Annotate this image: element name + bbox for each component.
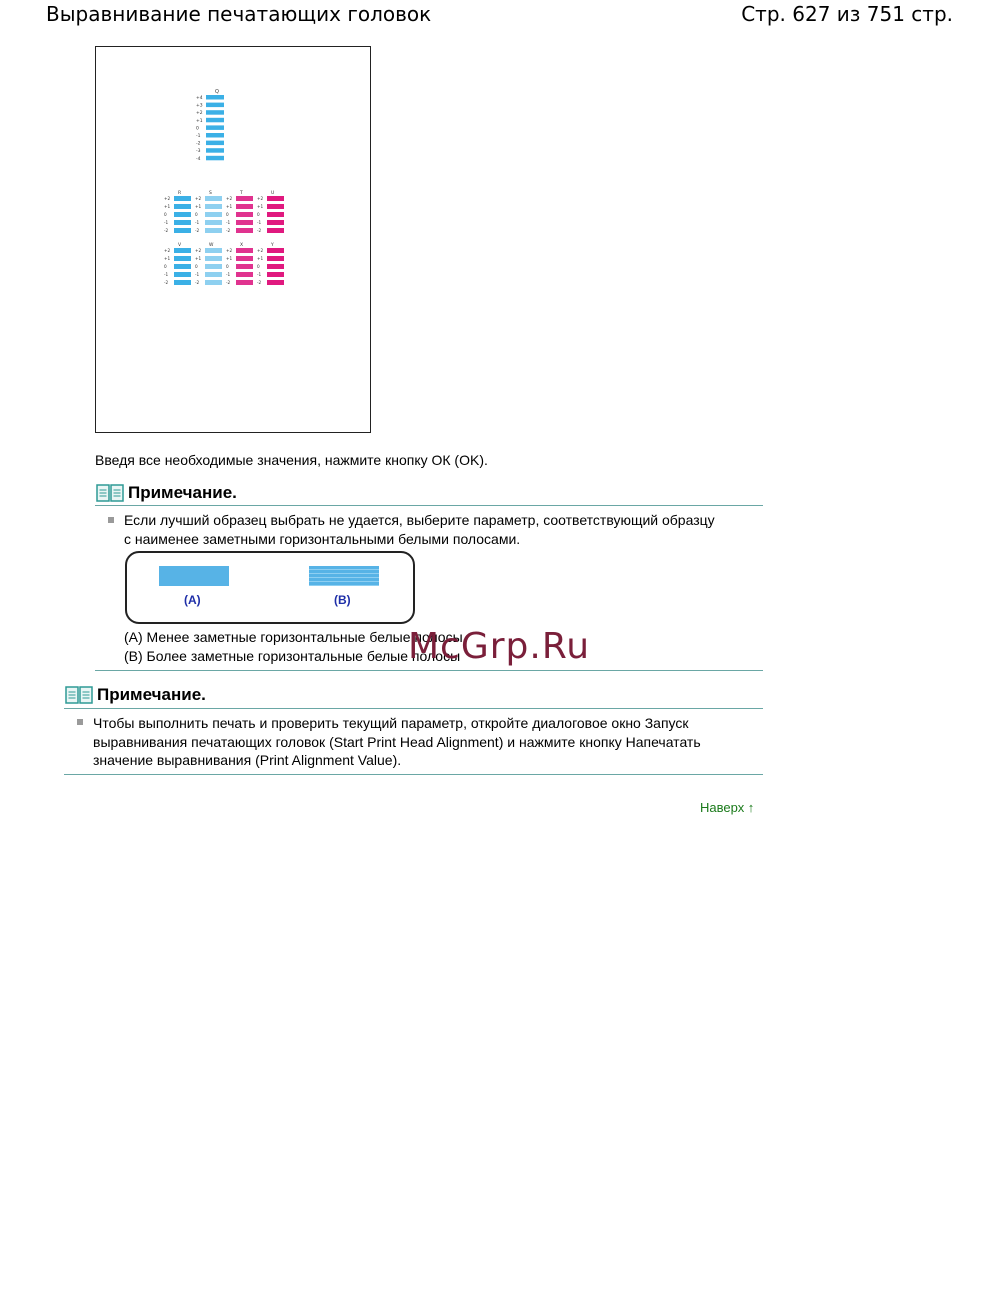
sample-a-swatch — [159, 566, 229, 586]
pattern-group-label: T — [240, 191, 243, 196]
pattern-bar — [206, 110, 224, 115]
pattern-group-label: U — [271, 191, 275, 196]
pattern-value-label: 0 — [164, 264, 167, 269]
pattern-bar — [267, 204, 284, 209]
note1-heading — [96, 483, 237, 503]
pattern-value-label: +2 — [196, 111, 203, 117]
pattern-bar — [236, 248, 253, 253]
pattern-bar — [236, 212, 253, 217]
pattern-bar — [236, 220, 253, 225]
pattern-bar — [205, 264, 222, 269]
note1-heading-text: Примечание. — [128, 483, 237, 502]
pattern-value-label: -2 — [257, 228, 262, 233]
pattern-bar — [236, 264, 253, 269]
pattern-bar — [206, 141, 224, 146]
pattern-bar — [205, 256, 222, 261]
pattern-value-label: -2 — [196, 141, 201, 147]
pattern-bar — [174, 212, 191, 217]
pattern-bar — [206, 95, 224, 100]
pattern-value-label: +2 — [195, 196, 202, 201]
pattern-value-label: -2 — [195, 280, 200, 285]
pattern-bar — [236, 204, 253, 209]
pattern-bar — [267, 280, 284, 285]
note2-text-line3: значение выравнивания (Print Alignment Value). — [93, 752, 402, 768]
pattern-bar — [267, 228, 284, 233]
alignment-pattern — [96, 47, 370, 432]
pattern-bar — [174, 272, 191, 277]
pattern-value-label: -1 — [226, 272, 231, 277]
pattern-bar — [206, 148, 224, 153]
pattern-value-label: -1 — [195, 272, 200, 277]
pattern-value-label: +1 — [257, 204, 264, 209]
pattern-bar — [205, 220, 222, 225]
pattern-value-label: -1 — [196, 134, 201, 139]
pattern-value-label: -1 — [195, 220, 200, 225]
pattern-bar — [174, 256, 191, 261]
note1-bottom-rule — [95, 670, 763, 671]
book-icon — [65, 685, 93, 705]
page-counter: Стр. 627 из 751 стр. — [741, 2, 953, 26]
pattern-value-label: +4 — [196, 96, 203, 101]
pattern-value-label: +1 — [196, 118, 203, 124]
pattern-value-label: -2 — [257, 280, 262, 285]
note2-top-rule — [64, 708, 763, 709]
pattern-bar — [267, 272, 284, 277]
pattern-value-label: 0 — [195, 264, 198, 269]
pattern-bar — [236, 272, 253, 277]
pattern-bar — [174, 264, 191, 269]
pattern-value-label: -2 — [226, 280, 231, 285]
pattern-group-label: W — [209, 243, 214, 248]
pattern-value-label: 0 — [164, 212, 167, 217]
caption-a: (A) Менее заметные горизонтальные белые полосы — [124, 629, 463, 645]
pattern-bar — [267, 220, 284, 225]
pattern-bar — [205, 196, 222, 201]
pattern-bar — [236, 256, 253, 261]
note1-text-line2: с наименее заметными горизонтальными белыми полосами. — [124, 531, 521, 547]
pattern-value-label: +2 — [164, 196, 171, 201]
pattern-value-label: 0 — [226, 264, 229, 269]
pattern-bar — [206, 125, 224, 129]
pattern-bar — [205, 228, 222, 233]
note1-bullet — [108, 517, 114, 523]
pattern-value-label: 0 — [226, 212, 229, 217]
note1-text-line1: Если лучший образец выбрать не удается, выберите параметр, соответствующий образцу — [124, 512, 715, 528]
pattern-bar — [174, 204, 191, 209]
pattern-value-label: -1 — [226, 220, 231, 225]
pattern-group-label: Y — [271, 243, 274, 248]
note2-heading — [65, 685, 206, 705]
pattern-value-label: 0 — [257, 264, 260, 269]
pattern-group-label: X — [240, 243, 244, 248]
watermark: McGrp.Ru — [408, 626, 591, 667]
sample-b-swatch — [309, 566, 379, 586]
pattern-value-label: +1 — [226, 256, 233, 261]
pattern-group-label: R — [178, 191, 182, 196]
intro-text: Введя все необходимые значения, нажмите кнопку ОК (OK). — [95, 452, 488, 468]
pattern-group-label: V — [178, 243, 182, 248]
pattern-bar — [267, 256, 284, 261]
pattern-bar — [174, 220, 191, 225]
pattern-bar — [267, 196, 284, 201]
sample-comparison — [125, 551, 415, 624]
pattern-value-label: -4 — [196, 156, 201, 162]
book-icon — [96, 483, 124, 503]
pattern-value-label: 0 — [195, 212, 198, 217]
pattern-bar — [236, 280, 253, 285]
pattern-value-label: +2 — [226, 248, 233, 253]
pattern-bar — [174, 228, 191, 233]
note2-bullet — [77, 719, 83, 725]
pattern-bar — [267, 248, 284, 253]
pattern-value-label: 0 — [196, 126, 199, 132]
pattern-bar — [236, 228, 253, 233]
pattern-value-label: +1 — [164, 204, 171, 209]
caption-b: (B) Более заметные горизонтальные белые полосы — [124, 648, 461, 664]
pattern-bar — [236, 196, 253, 201]
pattern-bar — [205, 204, 222, 209]
pattern-bar — [205, 248, 222, 253]
pattern-bar — [206, 118, 224, 123]
note2-text-line1: Чтобы выполнить печать и проверить текущий параметр, откройте диалоговое окно Запуск — [93, 715, 689, 731]
pattern-value-label: +3 — [196, 103, 203, 109]
pattern-value-label: -2 — [226, 228, 231, 233]
pattern-bar — [205, 272, 222, 277]
pattern-value-label: -1 — [164, 220, 169, 225]
pattern-value-label: +2 — [257, 196, 264, 201]
alignment-sheet-illustration — [95, 46, 371, 433]
pattern-value-label: -1 — [164, 272, 169, 277]
pattern-value-label: -1 — [257, 272, 262, 277]
pattern-group-label: S — [209, 191, 212, 196]
note2-bottom-rule — [64, 774, 763, 775]
pattern-value-label: +1 — [257, 256, 264, 261]
pattern-bar — [174, 196, 191, 201]
pattern-value-label: -2 — [195, 228, 200, 233]
pattern-group-label: Q — [215, 89, 219, 95]
pattern-value-label: +1 — [195, 256, 202, 261]
pattern-bar — [206, 133, 224, 138]
pattern-value-label: -2 — [164, 228, 169, 233]
sample-b-label: (B) — [334, 593, 351, 607]
pattern-value-label: +2 — [226, 196, 233, 201]
pattern-bar — [206, 103, 224, 108]
note1-top-rule — [95, 505, 763, 506]
pattern-value-label: +1 — [195, 204, 202, 209]
pattern-value-label: 0 — [257, 212, 260, 217]
sample-a-label: (A) — [184, 593, 201, 607]
pattern-value-label: +2 — [164, 248, 171, 253]
pattern-value-label: +1 — [164, 256, 171, 261]
pattern-bar — [206, 156, 224, 161]
pattern-value-label: +2 — [257, 248, 264, 253]
back-to-top-link[interactable]: Наверх ↑ — [700, 800, 755, 815]
page-title: Выравнивание печатающих головок — [46, 2, 432, 26]
pattern-bar — [174, 248, 191, 253]
pattern-value-label: -3 — [196, 149, 201, 155]
pattern-value-label: -2 — [164, 280, 169, 285]
pattern-value-label: -1 — [257, 220, 262, 225]
note2-text-line2: выравнивания печатающих головок (Start Print Head Alignment) и нажмите кнопку Напечатать — [93, 734, 701, 750]
pattern-value-label: +1 — [226, 204, 233, 209]
pattern-bar — [205, 212, 222, 217]
pattern-value-label: +2 — [195, 248, 202, 253]
note2-heading-text: Примечание. — [97, 685, 206, 704]
pattern-bar — [205, 280, 222, 285]
pattern-bar — [267, 264, 284, 269]
pattern-bar — [267, 212, 284, 217]
pattern-bar — [174, 280, 191, 285]
